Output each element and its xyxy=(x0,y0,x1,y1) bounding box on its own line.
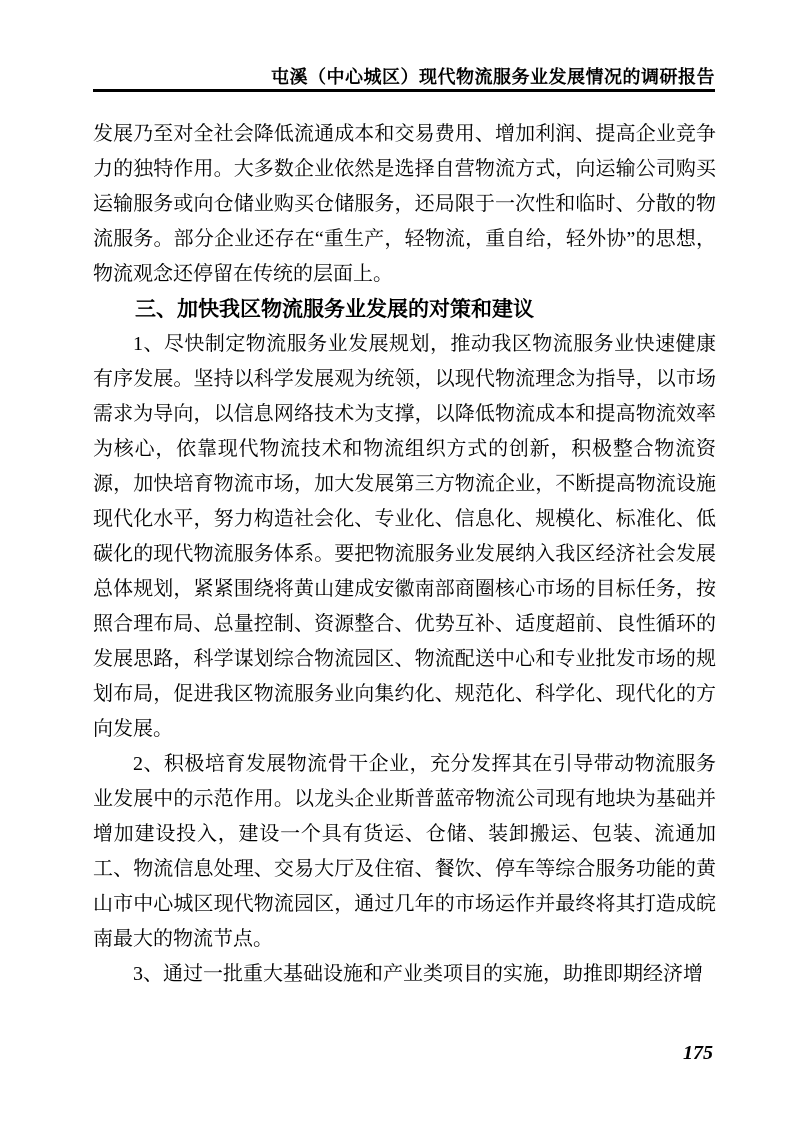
section-heading: 三、加快我区物流服务业发展的对策和建议 xyxy=(135,297,534,321)
body-paragraph-point-3: 3、通过一批重大基础设施和产业类项目的实施，助推即期经济增 xyxy=(133,963,703,985)
page-number: 175 xyxy=(683,1042,713,1064)
header-title: 屯溪（中心城区）现代物流服务业发展情况的调研报告 xyxy=(271,67,715,87)
header-rule xyxy=(93,89,715,92)
document-body xyxy=(93,117,716,992)
intro-paragraph: 发展乃至对全社会降低流通成本和交易费用、增加利润、提高企业竞争力的独特作用。大多数企业依然是选择自营物流方式，向运输公司购买运输服务或向仓储业购买仓储服务，还局限于一次性和临时、分散的物流服务。部分企业还存在“重生产，轻物流，重自给，轻外协”的思想，物流观念还停留在传统的层面上。 xyxy=(93,123,716,285)
body-paragraph-point-2: 2、积极培育发展物流骨干企业，充分发挥其在引导带动物流服务业发展中的示范作用。以龙头企业斯普蓝帝物流公司现有地块为基础并增加建设投入，建设一个具有货运、仓储、装卸搬运、包装、流通加工、物流信息处理、交易大厅及住宿、餐饮、停车等综合服务功能的黄山市中心城区现代物流园区，通过几年的市场运作并最终将其打造成皖南最大的物流节点。 xyxy=(93,753,716,950)
body-paragraph-point-1: 1、尽快制定物流服务业发展规划，推动我区物流服务业快速健康有序发展。坚持以科学发展观为统领，以现代物流理念为指导，以市场需求为导向，以信息网络技术为支撑，以降低物流成本和提高物流效率为核心，依靠现代物流技术和物流组织方式的创新，积极整合物流资源，加快培育物流市场，加大发展第三方物流企业，不断提高物流设施现代化水平，努力构造社会化、专业化、信息化、规模化、标准化、低碳化的现代物流服务体系。要把物流服务业发展纳入我区经济社会发展总体规划，紧紧围绕将黄山建成安徽南部商圈核心市场的目标任务，按照合理布局、总量控制、资源整合、优势互补、适度超前、良性循环的发展思路，科学谋划综合物流园区、物流配送中心和专业批发市场的规划布局，促进我区物流服务业向集约化、规范化、科学化、现代化的方向发展。 xyxy=(93,333,716,740)
